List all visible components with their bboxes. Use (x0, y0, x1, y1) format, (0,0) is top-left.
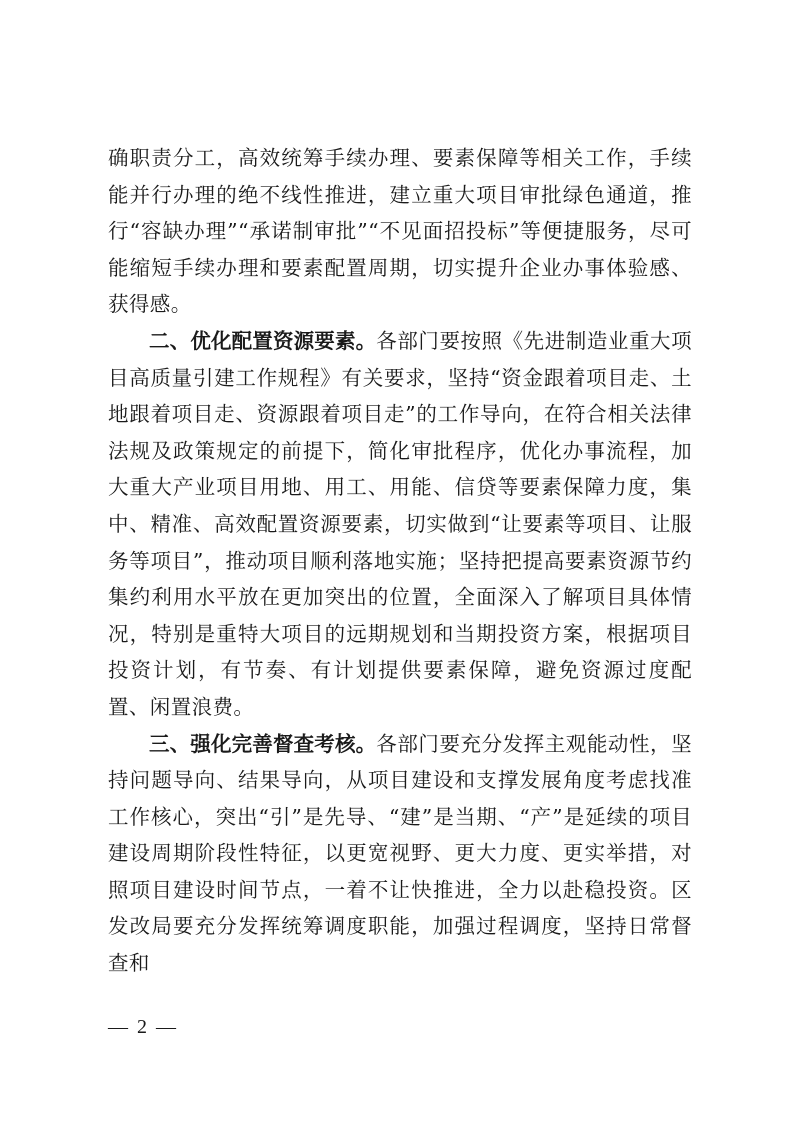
paragraph-section-2 (108, 323, 692, 726)
section-3-text: 各部门要充分发挥主观能动性，坚持问题导向、结果导向，从项目建设和支撑发展角度考虑找准工作核心，突出“引”是先导、“建”是当期、“产”是延续的项目建设周期阶段性特征，以更宽视野、更大力度、更实举措，对照项目建设时间节点，一着不让快推进，全力以赴稳投资。区发改局要充分发挥统筹调度职能，加强过程调度，坚持日常督查和 (108, 731, 693, 976)
body-text (108, 140, 692, 982)
paragraph-continuation (108, 140, 692, 323)
section-2-heading: 二、优化配置资源要素。 (149, 328, 377, 353)
section-2-text: 各部门要按照《先进制造业重大项目高质量引建工作规程》有关要求，坚持“资金跟着项目走、土地跟着项目走、资源跟着项目走”的工作导向，在符合相关法律法规及政策规定的前提下，简化审批程序，优化办事流程，加大重大产业项目用地、用工、用能、信贷等要素保障力度，集中、精准、高效配置资源要素，切实做到“让要素等项目、让服务等项目”，推动项目顺利落地实施；坚持把提高要素资源节约集约利用水平放在更加突出的位置，全面深入了解项目具体情况，特别是重特大项目的远期规划和当期投资方案，根据项目投资计划，有节奏、有计划提供要素保障，避免资源过度配置、闲置浪费。 (108, 328, 693, 719)
paragraph-section-3 (108, 726, 692, 982)
paragraph-1-text: 确职责分工，高效统筹手续办理、要素保障等相关工作，手续能并行办理的绝不线性推进，建立重大项目审批绿色通道，推行“容缺办理”“承诺制审批”“不见面招投标”等便捷服务，尽可能缩短手续办理和要素配置周期，切实提升企业办事体验感、获得感。 (108, 146, 692, 317)
page-number: — 2 — (108, 1016, 178, 1038)
section-3-heading: 三、强化完善督查考核。 (149, 731, 377, 756)
